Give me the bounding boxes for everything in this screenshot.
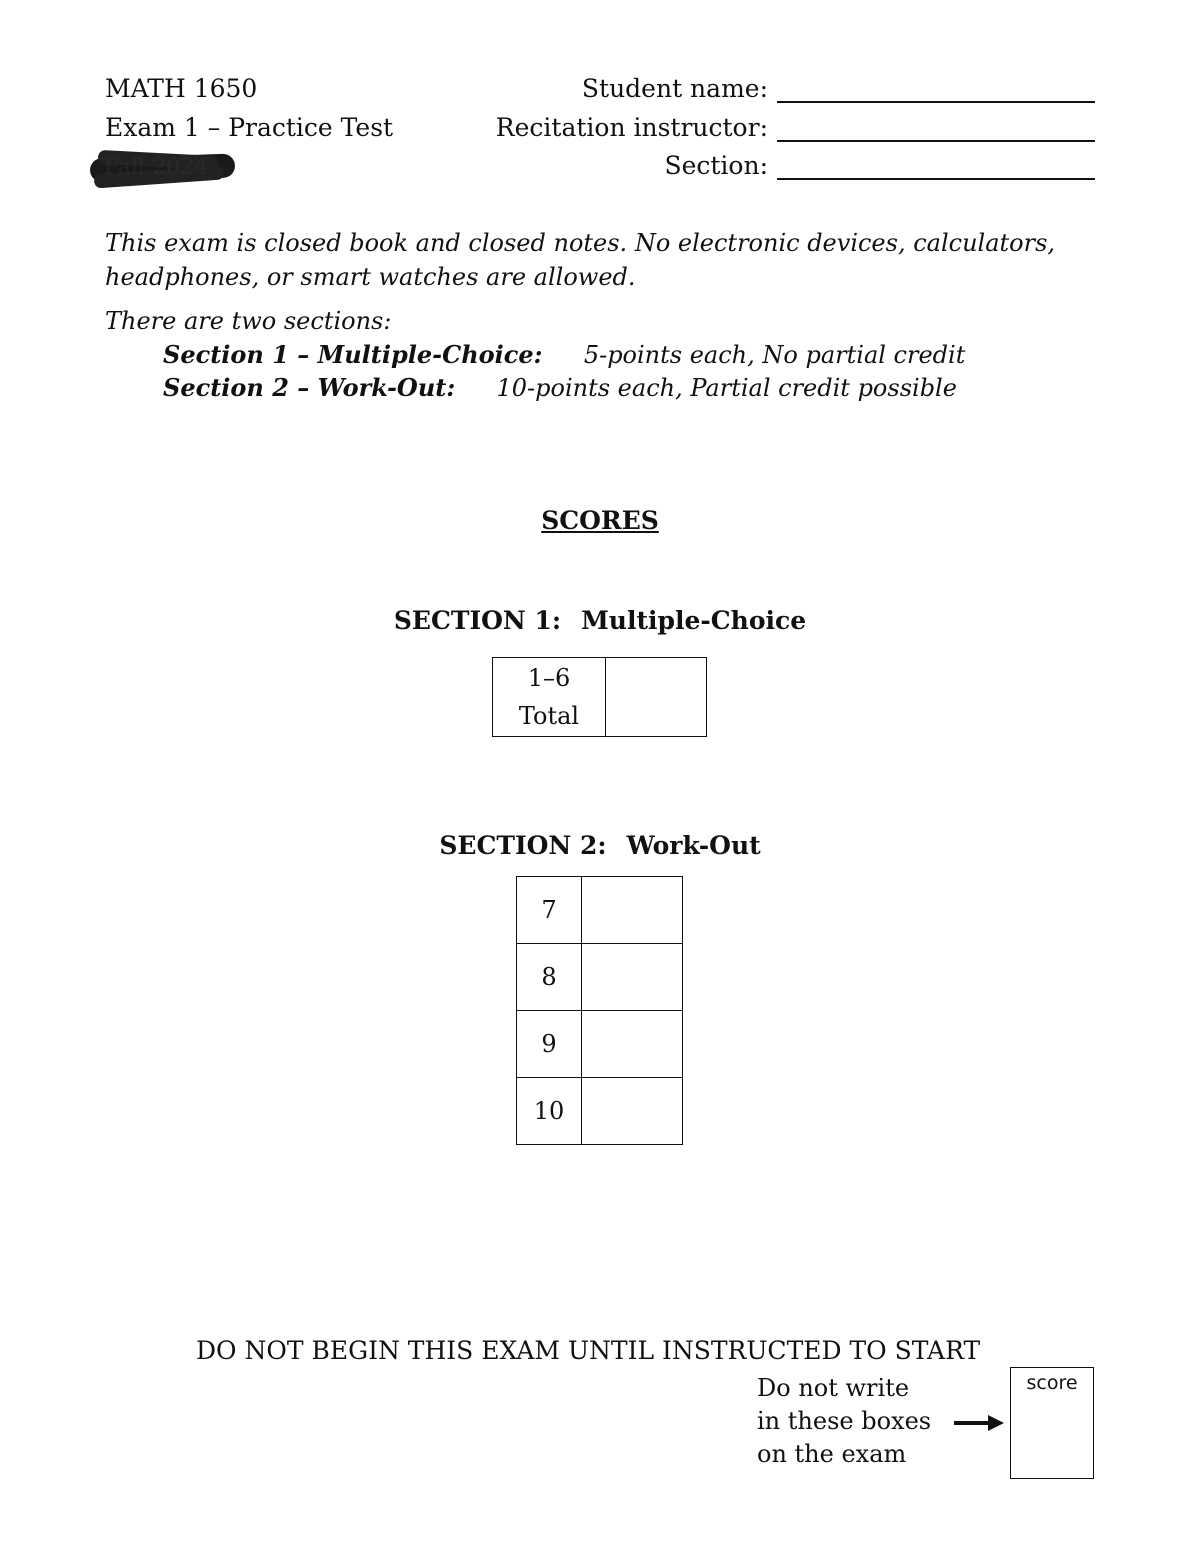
redacted-term-text: Fall 2024 <box>104 155 208 180</box>
problem-number: 10 <box>517 1078 582 1145</box>
table-row <box>517 1078 683 1145</box>
student-name-label: Student name: <box>581 74 768 103</box>
section-2-heading <box>0 831 1200 860</box>
table-row <box>517 877 683 944</box>
note-line-1: Do not write <box>757 1374 910 1402</box>
row-label-line-2: Total <box>518 702 580 730</box>
section-2-description <box>163 371 957 405</box>
score-box <box>582 877 683 944</box>
section-1-row-label <box>493 658 606 737</box>
section-line <box>777 178 1095 180</box>
section-label: Section: <box>664 151 768 180</box>
section-1-heading <box>0 606 1200 635</box>
recitation-instructor-line <box>777 140 1095 142</box>
student-name-line <box>777 101 1095 103</box>
scores-heading: SCORES <box>541 506 659 535</box>
right-arrow-icon <box>954 1412 1006 1434</box>
two-sections-text: There are two sections: <box>105 307 392 335</box>
section-1-label: SECTION 1: <box>393 606 562 635</box>
problem-number: 9 <box>517 1011 582 1078</box>
problem-number: 7 <box>517 877 582 944</box>
redacted-term-scribble <box>90 150 235 186</box>
course-title: MATH 1650 <box>105 74 258 103</box>
exam-title: Exam 1 – Practice Test <box>105 113 394 142</box>
recitation-instructor-label: Recitation instructor: <box>495 113 768 142</box>
final-score-box <box>1010 1367 1094 1479</box>
score-box <box>582 944 683 1011</box>
section-1-name: Multiple-Choice <box>581 606 807 635</box>
table-row <box>493 658 707 737</box>
section-2-points: 10-points each, Partial credit possible <box>496 374 957 402</box>
section-1-description <box>163 338 965 372</box>
table-row <box>517 1011 683 1078</box>
section-2-title: Section 2 – Work-Out: <box>163 373 456 402</box>
section-2-name: Work-Out <box>626 831 761 860</box>
row-label-line-1: 1–6 <box>527 664 571 692</box>
do-not-begin-warning: DO NOT BEGIN THIS EXAM UNTIL INSTRUCTED TO START <box>196 1336 981 1365</box>
section-1-title: Section 1 – Multiple-Choice: <box>163 340 543 369</box>
do-not-write-note <box>757 1372 931 1471</box>
section-2-score-table <box>516 876 683 1145</box>
section-2-label: SECTION 2: <box>439 831 607 860</box>
section-1-score-box <box>606 658 707 737</box>
score-box <box>582 1011 683 1078</box>
problem-number: 8 <box>517 944 582 1011</box>
instructions-line-2: headphones, or smart watches are allowed. <box>105 263 636 291</box>
instructions-line-1: This exam is closed book and closed notes. No electronic devices, calculators, <box>105 229 1056 257</box>
table-row <box>517 944 683 1011</box>
note-line-2: in these boxes <box>757 1407 932 1435</box>
section-1-score-table <box>492 657 707 737</box>
score-box <box>582 1078 683 1145</box>
note-line-3: on the exam <box>757 1440 907 1468</box>
score-box-label: score <box>1026 1372 1078 1394</box>
section-1-points: 5-points each, No partial credit <box>583 341 966 369</box>
